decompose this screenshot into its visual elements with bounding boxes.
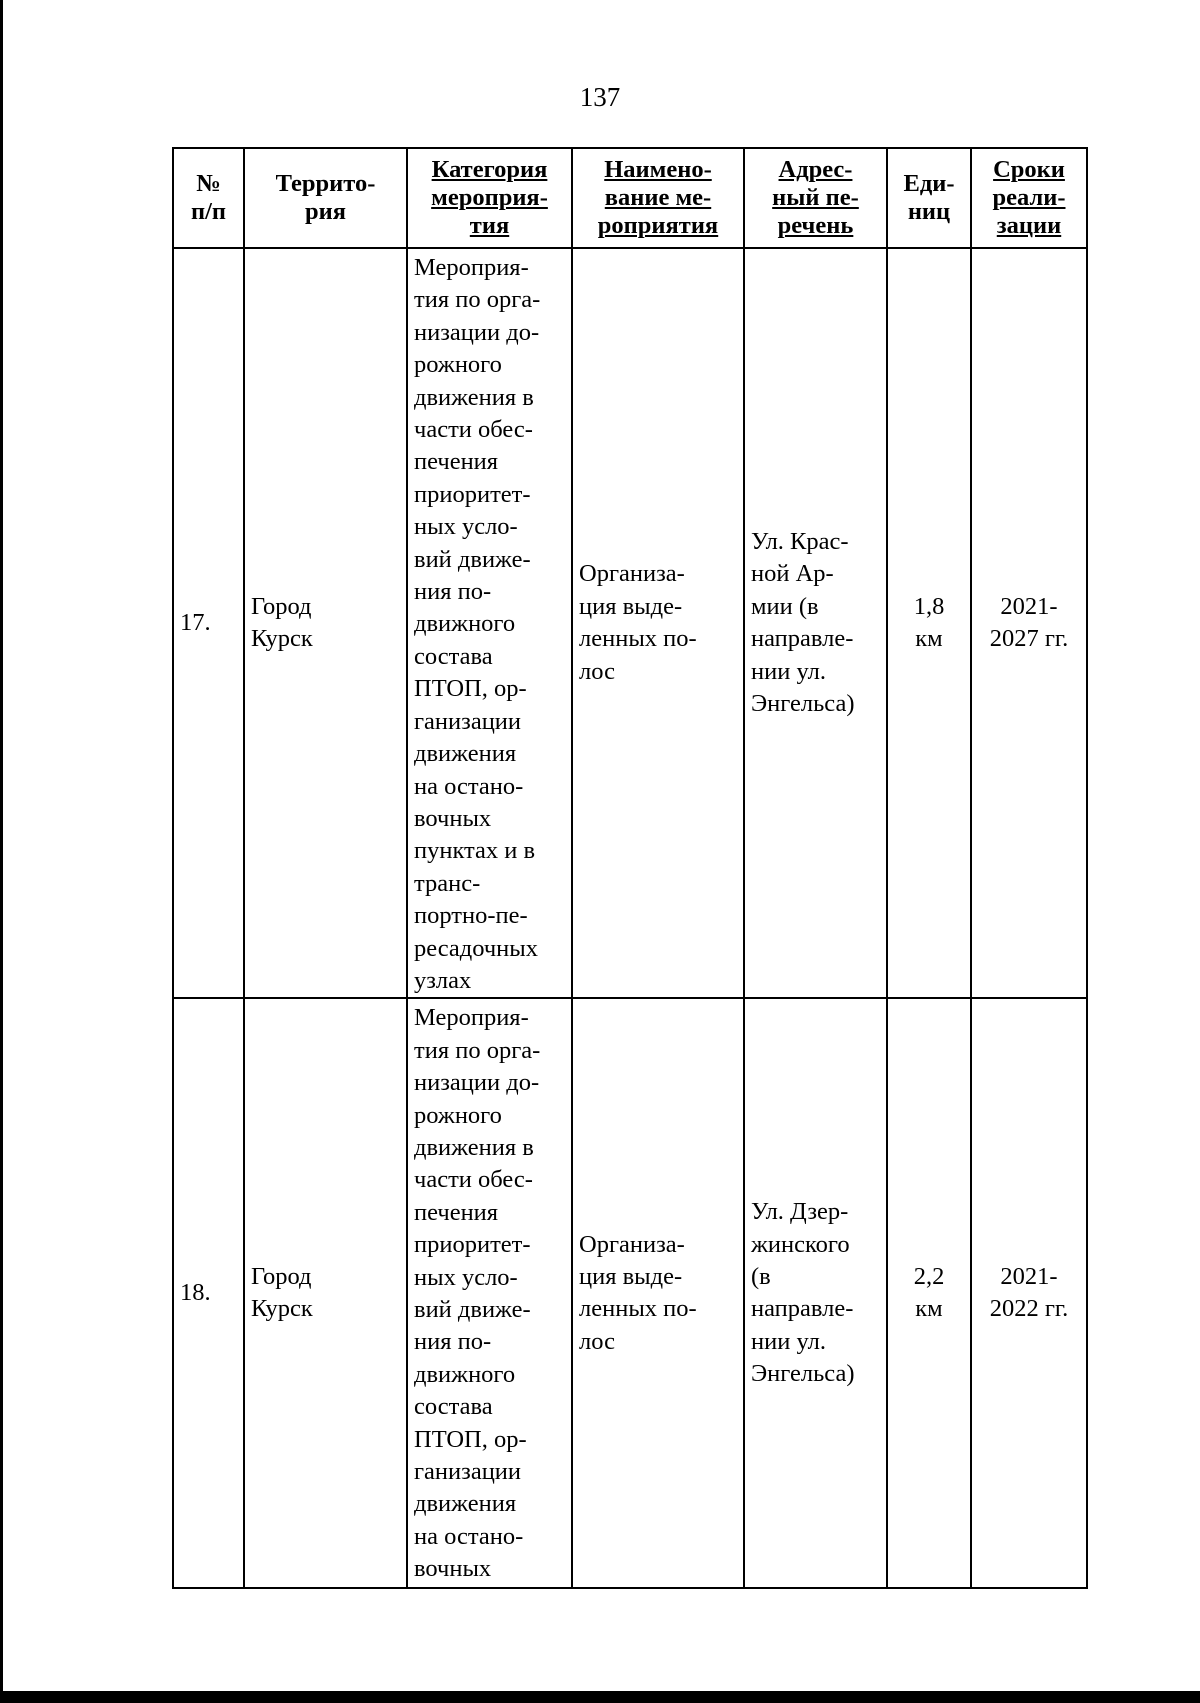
header-name-text: Наимено- вание ме- роприятия <box>597 156 719 239</box>
table-row <box>173 248 1087 998</box>
header-address <box>744 148 887 248</box>
header-num: № п/п <box>173 148 244 248</box>
header-address-text: Адрес- ный пе- речень <box>772 156 859 239</box>
header-category <box>407 148 572 248</box>
scan-edge-bottom <box>0 1691 1200 1703</box>
measures-table <box>172 147 1088 1589</box>
table-body <box>173 248 1087 1588</box>
cell-terms: 2021- 2027 гг. <box>971 248 1087 998</box>
header-territory: Террито- рия <box>244 148 407 248</box>
header-name <box>572 148 744 248</box>
cell-num: 18. <box>173 998 244 1588</box>
cell-territory: Город Курск <box>244 998 407 1588</box>
header-terms <box>971 148 1087 248</box>
table-header <box>173 148 1087 248</box>
cell-name: Организа- ция выде- ленных по- лос <box>572 998 744 1588</box>
cell-units: 2,2 км <box>887 998 971 1588</box>
table-row <box>173 998 1087 1588</box>
cell-terms: 2021- 2022 гг. <box>971 998 1087 1588</box>
cell-units: 1,8 км <box>887 248 971 998</box>
header-terms-text: Сроки реали- зации <box>992 156 1066 239</box>
cell-address: Ул. Дзер- жинского (в направле- нии ул. Энгельса) <box>744 998 887 1588</box>
cell-territory: Город Курск <box>244 248 407 998</box>
cell-category: Мероприя- тия по орга- низации до- рожного движения в части обес- печения приоритет- ных усло- вий движе- ния по- движного состава ПТОП, ор- ганизации движения на остано- вочных пунктах и в транс- портно-пе- ресадочных узлах <box>407 248 572 998</box>
header-category-text: Категория мероприя- тия <box>431 156 548 239</box>
header-row <box>173 148 1087 248</box>
page-number: 137 <box>579 82 621 112</box>
scan-edge-left <box>0 0 3 1703</box>
cell-name: Организа- ция выде- ленных по- лос <box>572 248 744 998</box>
cell-address: Ул. Крас- ной Ар- мии (в направле- нии ул. Энгельса) <box>744 248 887 998</box>
cell-num: 17. <box>173 248 244 998</box>
header-units: Еди- ниц <box>887 148 971 248</box>
cell-category: Мероприя- тия по орга- низации до- рожного движения в части обес- печения приоритет- ных усло- вий движе- ния по- движного состава ПТОП, ор- ганизации движения на остано- вочных <box>407 998 572 1588</box>
